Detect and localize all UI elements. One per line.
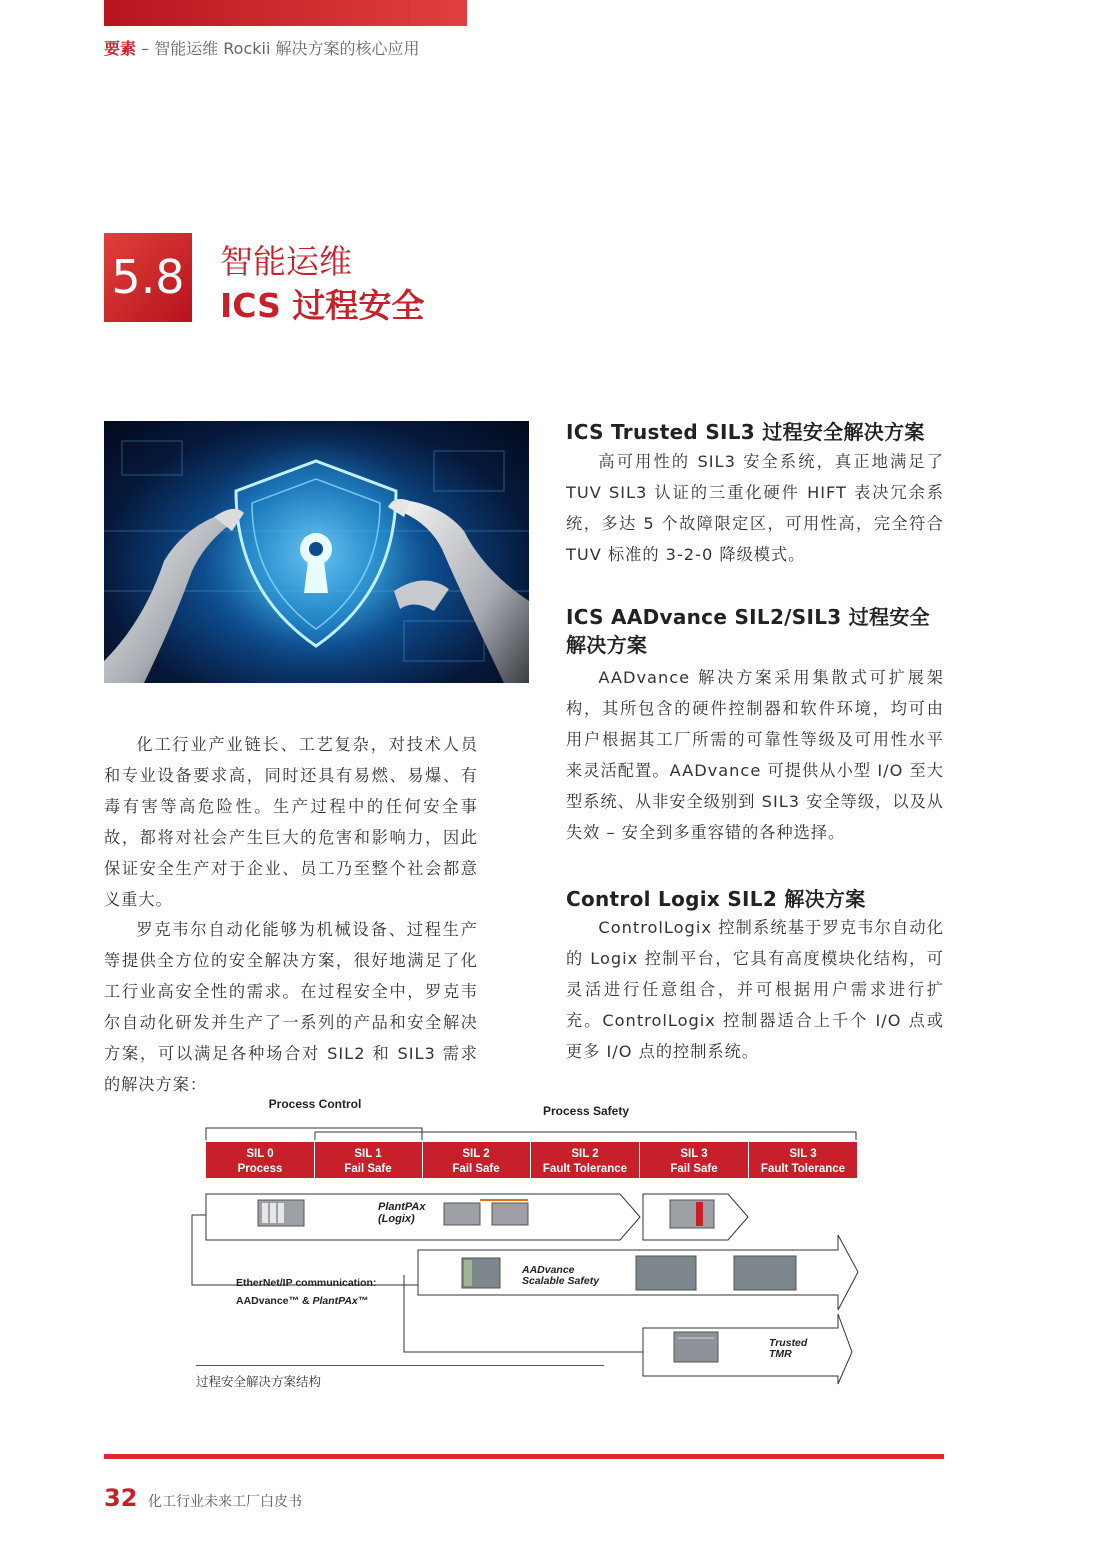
process-control-label: Process Control (268, 1097, 362, 1111)
sil-cell (640, 1142, 748, 1178)
intro-paragraph: 化工行业产业链长、工艺复杂，对技术人员和专业设备要求高，同时还具有易燃、易爆、有毒有害等高危险性。生产过程中的任何安全事故，都将对社会产生巨大的危害和影响力，因此保证安全生产对于企业、员工乃至整个社会都意义重大。 (104, 735, 478, 909)
svg-text:Fault Tolerance: Fault Tolerance (760, 1163, 846, 1175)
page-number: 32 (104, 1484, 138, 1512)
sil-cell (749, 1142, 857, 1178)
process-safety-architecture-diagram (188, 1090, 878, 1400)
heading-trusted-sil3: ICS Trusted SIL3 过程安全解决方案 (566, 420, 925, 444)
section-number-badge: 5.8 (104, 233, 192, 322)
footer-red-bar (104, 1454, 944, 1459)
controllogix-chassis-icon (258, 1200, 304, 1226)
ethernet-ip-products: AADvance™ & PlantPAx™ (236, 1295, 369, 1307)
plantpax-label: PlantPAx (378, 1201, 426, 1213)
plantpax-sublabel: (Logix) (378, 1213, 415, 1225)
process-safety-label: Process Safety (542, 1104, 630, 1118)
robot-hands-shield-image (104, 421, 529, 683)
svg-text:Fault Tolerance: Fault Tolerance (542, 1163, 628, 1175)
document-title: 化工行业未来工厂白皮书 (148, 1494, 302, 1510)
svg-text:Process: Process (237, 1163, 283, 1175)
caption-rule (196, 1365, 604, 1366)
svg-text:Fail Safe: Fail Safe (670, 1163, 718, 1175)
trusted-tmr-chassis-icon (674, 1332, 718, 1362)
svg-text:SIL 2: SIL 2 (462, 1148, 490, 1160)
diagram-caption: 过程安全解决方案结构 (196, 1374, 322, 1389)
trusted-label: Trusted (769, 1337, 808, 1349)
running-header (104, 36, 420, 59)
sil-cell (531, 1142, 639, 1178)
svg-text:Fail Safe: Fail Safe (452, 1163, 500, 1175)
aadvance-label: AADvance (522, 1264, 575, 1276)
body-trusted-sil3: 高可用性的 SIL3 安全系统，真正地满足了 TUV SIL3 认证的三重化硬件 HIFT 表决冗余系统，多达 5 个故障限定区，可用性高，完全符合 TUV 标准的 3-2-0 降级模式。 (566, 452, 944, 564)
svg-text:Fail Safe: Fail Safe (344, 1163, 392, 1175)
svg-text:SIL 0: SIL 0 (246, 1148, 274, 1160)
rockwell-solutions-paragraph: 罗克韦尔自动化能够为机械设备、过程生产等提供全方位的安全解决方案，很好地满足了化工行业高安全性的需求。在过程安全中，罗克韦尔自动化研发并生产了一系列的产品和安全解决方案，可以满足各种场合对 SIL2 和 SIL3 需求的解决方案： (104, 920, 478, 1094)
running-header-text: – 智能运维 Rockii 解决方案的核心应用 (136, 39, 420, 58)
svg-text:SIL 2: SIL 2 (571, 1148, 599, 1160)
sil-cell (423, 1142, 530, 1178)
trusted-sublabel: TMR (769, 1348, 792, 1360)
sil-level-bar (206, 1142, 857, 1178)
section-title-line1: 智能运维 (220, 242, 352, 281)
top-red-bar (104, 0, 467, 26)
section-title-line2: ICS 过程安全 (220, 286, 425, 325)
heading-controllogix: Control Logix SIL2 解决方案 (566, 887, 866, 911)
body-controllogix: ControlLogix 控制系统基于罗克韦尔自动化的 Logix 控制平台，它具有高度模块化结构，可灵活进行任意组合，并可根据用户需求进行扩充。ControlLogix 控制器适合上千个 I/O 点或更多 I/O 点的控制系统。 (566, 918, 944, 1061)
guardlogix-chassis-icon (670, 1200, 714, 1228)
aadvance-sublabel: Scalable Safety (522, 1275, 600, 1287)
sil-cell (206, 1142, 314, 1178)
heading-aadvance: ICS AADvance SIL2/SIL3 过程安全解决方案 (566, 605, 930, 657)
svg-text:SIL 3: SIL 3 (789, 1148, 817, 1160)
svg-text:SIL 3: SIL 3 (680, 1148, 708, 1160)
svg-text:SIL 1: SIL 1 (354, 1148, 382, 1160)
body-aadvance: AADvance 解决方案采用集散式可扩展架构，其所包含的硬件控制器和软件环境，均可由用户根据其工厂所需的可靠性等级及可用性水平来灵活配置。AADvance 可提供从小型 I/O 至大型系统、从非安全级别到 SIL3 安全等级，以及从失效 – 安全到多重容错的各种选择。 (566, 668, 944, 842)
sil-cell (315, 1142, 422, 1178)
ethernet-ip-label: EtherNet/IP communication: (236, 1277, 377, 1289)
running-header-emphasis: 要素 (104, 39, 137, 58)
